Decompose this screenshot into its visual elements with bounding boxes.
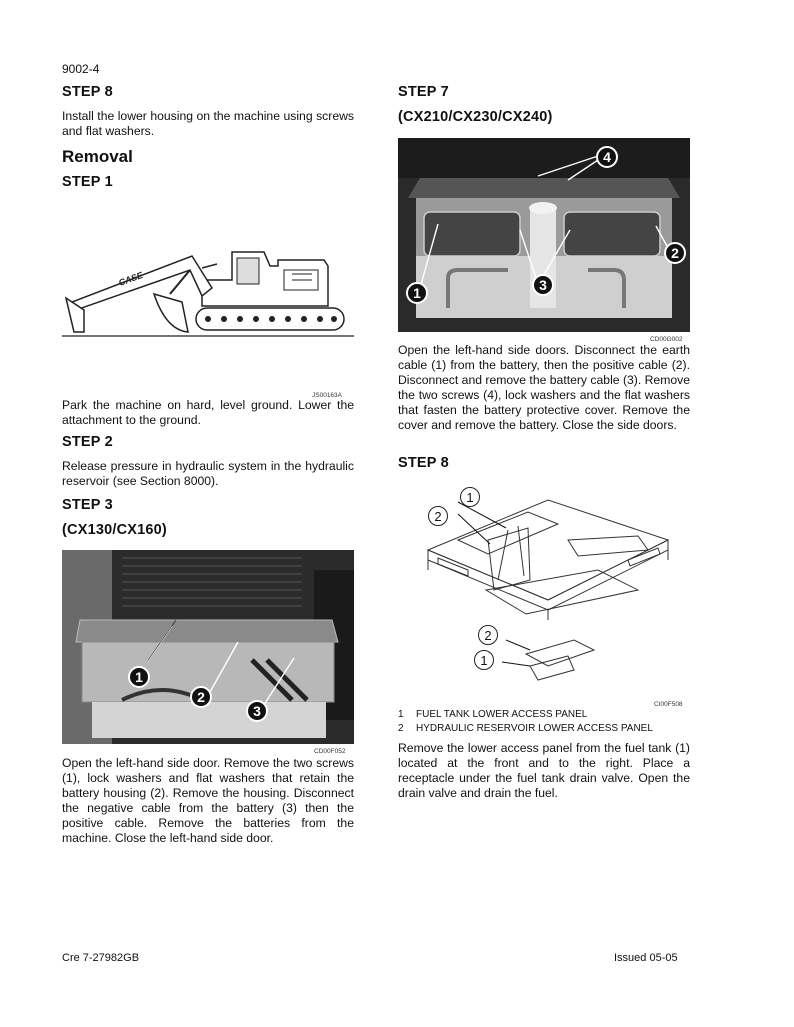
step8-heading-right: STEP 8 <box>398 455 449 471</box>
legend-item <box>398 722 690 736</box>
legend-label: FUEL TANK LOWER ACCESS PANEL <box>416 709 588 720</box>
callout-1-cx210: 1 <box>406 282 428 304</box>
battery-cover-photo <box>398 138 690 332</box>
step7-text: Open the left-hand side doors. Disconnect the earth cable (1) from the battery, then the positive cable (2). Disconnect and remove the battery cable (3). Remove the two screws (4), lock washers and the flat washers that fasten the battery protective cover. Remove the cover and remove the battery. Close the side doors. <box>398 343 690 432</box>
legend-num: 2 <box>398 723 404 734</box>
excavator-illustration <box>62 236 354 396</box>
battery-housing-photo <box>62 550 354 744</box>
step7-heading: STEP 7 <box>398 84 449 100</box>
fig1-code: JS00163A <box>312 392 342 399</box>
fig7-code: CD00G002 <box>650 336 683 343</box>
fig3-code: CD00F052 <box>314 748 346 755</box>
legend-num: 1 <box>398 709 404 720</box>
step3-heading: STEP 3 <box>62 497 113 513</box>
footer-issued: Issued 05-05 <box>614 952 678 964</box>
footer-doc-code: Cre 7-27982GB <box>62 952 140 964</box>
callout-2-frame-bottom: 2 <box>478 625 498 645</box>
step1-text: Park the machine on hard, level ground. Lower the attachment to the ground. <box>62 398 354 427</box>
step1-heading: STEP 1 <box>62 174 113 190</box>
legend-label: HYDRAULIC RESERVOIR LOWER ACCESS PANEL <box>416 723 653 734</box>
frame-diagram <box>398 480 690 700</box>
step7-models: (CX210/CX230/CX240) <box>398 109 553 125</box>
callout-2-cx130: 2 <box>190 686 212 708</box>
step2-text: Release pressure in hydraulic system in the hydraulic reservoir (see Section 8000). <box>62 459 354 488</box>
step3-text: Open the left-hand side door. Remove the two screws (1), lock washers and flat washers that retain the battery housing (2). Remove the housing. Disconnect the negative cable from the battery (3) then the positive cable. Remove the batteries from the machine. Close the left-hand side door. <box>62 756 354 845</box>
callout-3-cx210: 3 <box>532 274 554 296</box>
callout-1-frame-top: 2 <box>428 506 448 526</box>
battery-cover-image <box>398 138 690 332</box>
callout-2-frame-top: 1 <box>460 487 480 507</box>
callout-3-cx130: 3 <box>246 700 268 722</box>
battery-housing-image <box>62 550 354 744</box>
callout-2-cx210: 2 <box>664 242 686 264</box>
callout-1-frame-bottom: 1 <box>474 650 494 670</box>
step8-text-left: Install the lower housing on the machine using screws and flat washers. <box>62 109 354 138</box>
parts-legend <box>398 708 690 736</box>
removal-heading: Removal <box>62 147 133 166</box>
page-number: 9002-4 <box>62 62 100 76</box>
callout-1-cx130: 1 <box>128 666 150 688</box>
step3-models: (CX130/CX160) <box>62 522 167 538</box>
callout-4-cx210: 4 <box>596 146 618 168</box>
step8-heading-left: STEP 8 <box>62 84 113 100</box>
fig8-code: CI00F508 <box>654 701 683 708</box>
legend-item <box>398 708 690 722</box>
excavator-figure <box>62 236 354 396</box>
case-brand-text: CASE <box>117 269 145 288</box>
step2-heading: STEP 2 <box>62 434 113 450</box>
step8-text-right: Remove the lower access panel from the fuel tank (1) located at the front and to the right. Place a receptacle under the fuel tank drain valve. Open the drain valve and drain the fuel. <box>398 741 690 800</box>
